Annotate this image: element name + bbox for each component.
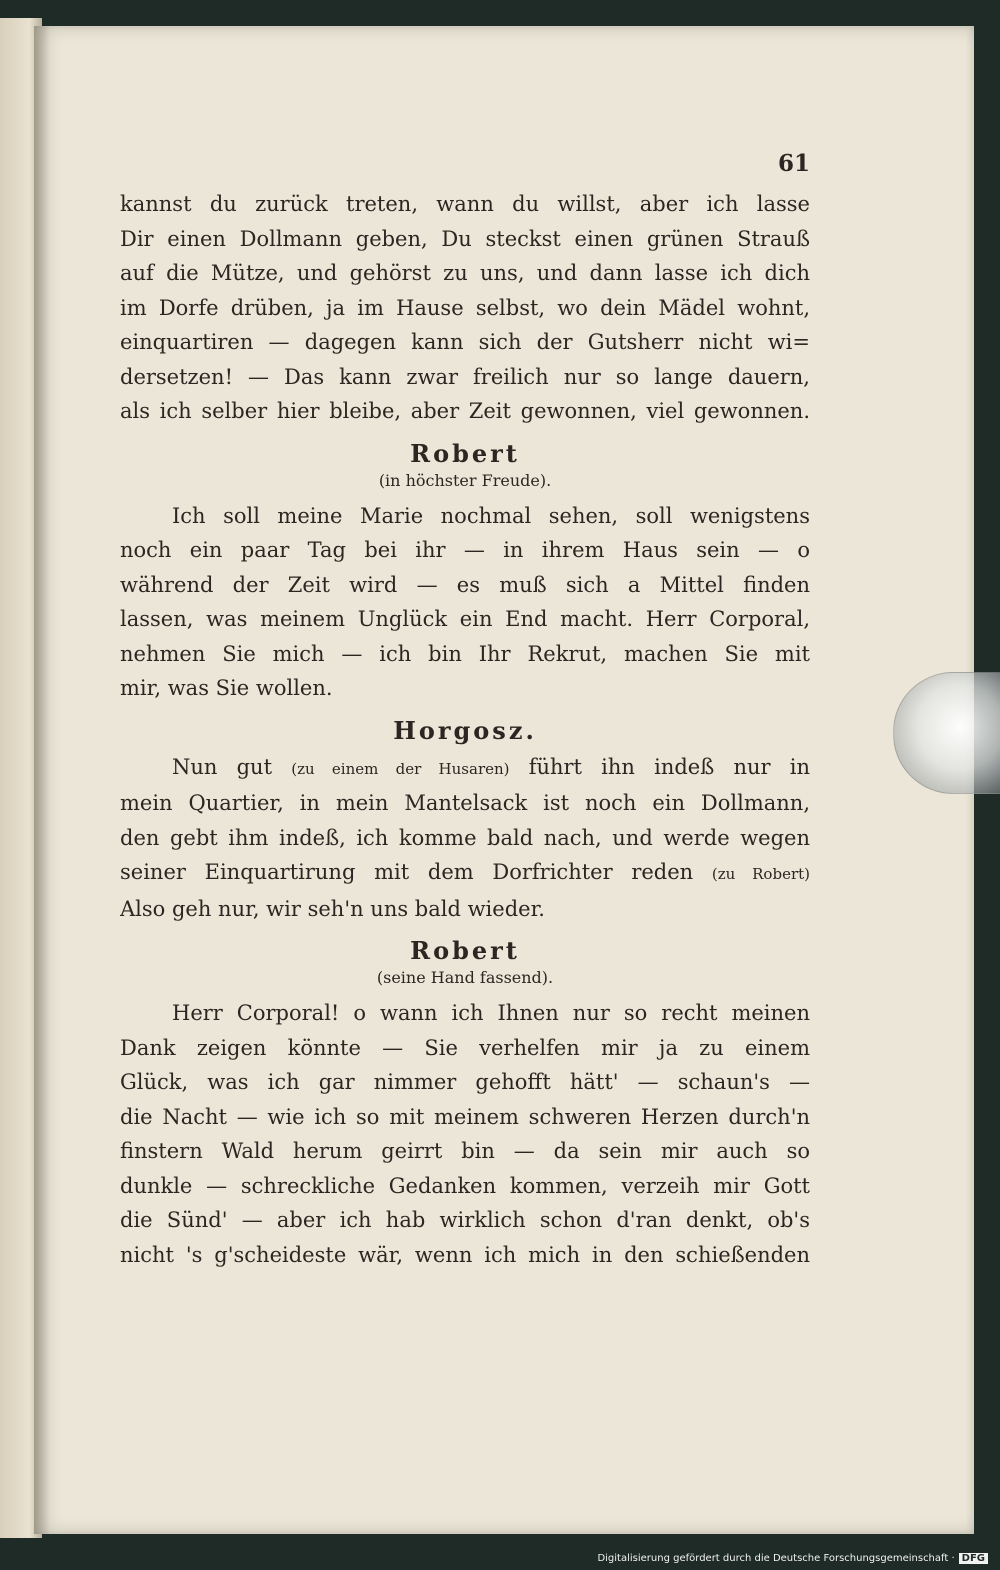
text-line	[120, 750, 810, 787]
text-line: Herr Corporal! o wann ich Ihnen nur so recht meinen	[172, 1001, 810, 1025]
text-line: mir, was Sie wollen.	[120, 676, 333, 700]
page-gutter-shadow	[34, 26, 50, 1534]
text-line: Also geh nur, wir seh'n uns bald wieder.	[120, 896, 545, 921]
speaker-name: Horgosz.	[393, 715, 537, 745]
text-line: die Nacht — wie ich so mit meinem schweren Herzen durch'n	[120, 1104, 810, 1129]
text-line: nehmen Sie mich — ich bin Ihr Rekrut, machen Sie mit	[120, 641, 810, 666]
page-number: 61	[777, 150, 810, 177]
stage-direction: (seine Hand fassend).	[376, 968, 554, 987]
text-line: den gebt ihm indeß, ich komme bald nach, und werde wegen	[120, 825, 810, 850]
text-fragment: Nun gut	[172, 754, 273, 779]
text-line	[120, 855, 810, 892]
text-line: finstern Wald herum geirrt bin — da sein mir auch so	[120, 1139, 810, 1163]
text-line: als ich selber hier bleibe, aber Zeit gewonnen, viel gewonnen.	[120, 399, 810, 423]
paragraph-3	[120, 750, 810, 927]
text-line: dunkle — schreckliche Gedanken kommen, verzeih mir Gott	[120, 1173, 810, 1198]
text-line: einquartiren — dagegen kann sich der Gutsherr nicht wi=	[120, 330, 810, 354]
paragraph-2	[120, 499, 810, 706]
text-line: Ich soll meine Marie nochmal sehen, soll wenigstens	[172, 503, 810, 528]
paragraph-4	[120, 996, 810, 1272]
page-clip	[893, 672, 1000, 794]
text-line: dersetzen! — Das kann zwar freilich nur so lange dauern,	[120, 364, 810, 389]
text-line: kannst du zurück treten, wann du willst, aber ich lasse	[120, 192, 810, 216]
text-line: Glück, was ich gar nimmer gehofft hätt' — schaun's —	[120, 1070, 810, 1094]
page-text	[120, 150, 810, 1272]
text-line: Dir einen Dollmann geben, Du steckst einen grünen Strauß	[120, 226, 810, 251]
text-line: die Sünd' — aber ich hab wirklich schon d'ran denkt, ob's	[120, 1208, 810, 1232]
text-line: im Dorfe drüben, ja im Hause selbst, wo dein Mädel wohnt,	[120, 295, 810, 320]
speaker-name: Robert	[410, 936, 520, 965]
credit-text: Digitalisierung gefördert durch die Deutsche Forschungsgemeinschaft ·	[597, 1553, 955, 1564]
text-line: nicht 's g'scheideste wär, wenn ich mich in den schießenden	[120, 1242, 810, 1267]
text-line: Dank zeigen könnte — Sie verhelfen mir ja zu einem	[120, 1035, 810, 1060]
dfg-logo-icon: DFG	[959, 1553, 988, 1564]
speaker-name: Robert	[410, 438, 520, 468]
paragraph-1	[120, 187, 810, 429]
text-line: während der Zeit wird — es muß sich a Mittel finden	[120, 572, 810, 597]
stage-direction: (in höchster Freude).	[378, 470, 552, 490]
text-line: noch ein paar Tag bei ihr — in ihrem Haus sein — o	[120, 538, 810, 562]
text-fragment: seiner Einquartirung mit dem Dorfrichter reden	[120, 860, 694, 884]
inline-stage-direction: (zu einem der Husaren)	[291, 759, 510, 778]
text-fragment: führt ihn indeß nur in	[528, 754, 810, 779]
text-line: mein Quartier, in mein Mantelsack ist noch ein Dollmann,	[120, 791, 810, 815]
text-line: auf die Mütze, und gehörst zu uns, und dann lasse ich dich	[120, 261, 810, 285]
digitization-credit	[597, 1553, 988, 1564]
inline-stage-direction: (zu Robert)	[711, 865, 810, 883]
text-line: lassen, was meinem Unglück ein End macht. Herr Corporal,	[120, 607, 810, 631]
